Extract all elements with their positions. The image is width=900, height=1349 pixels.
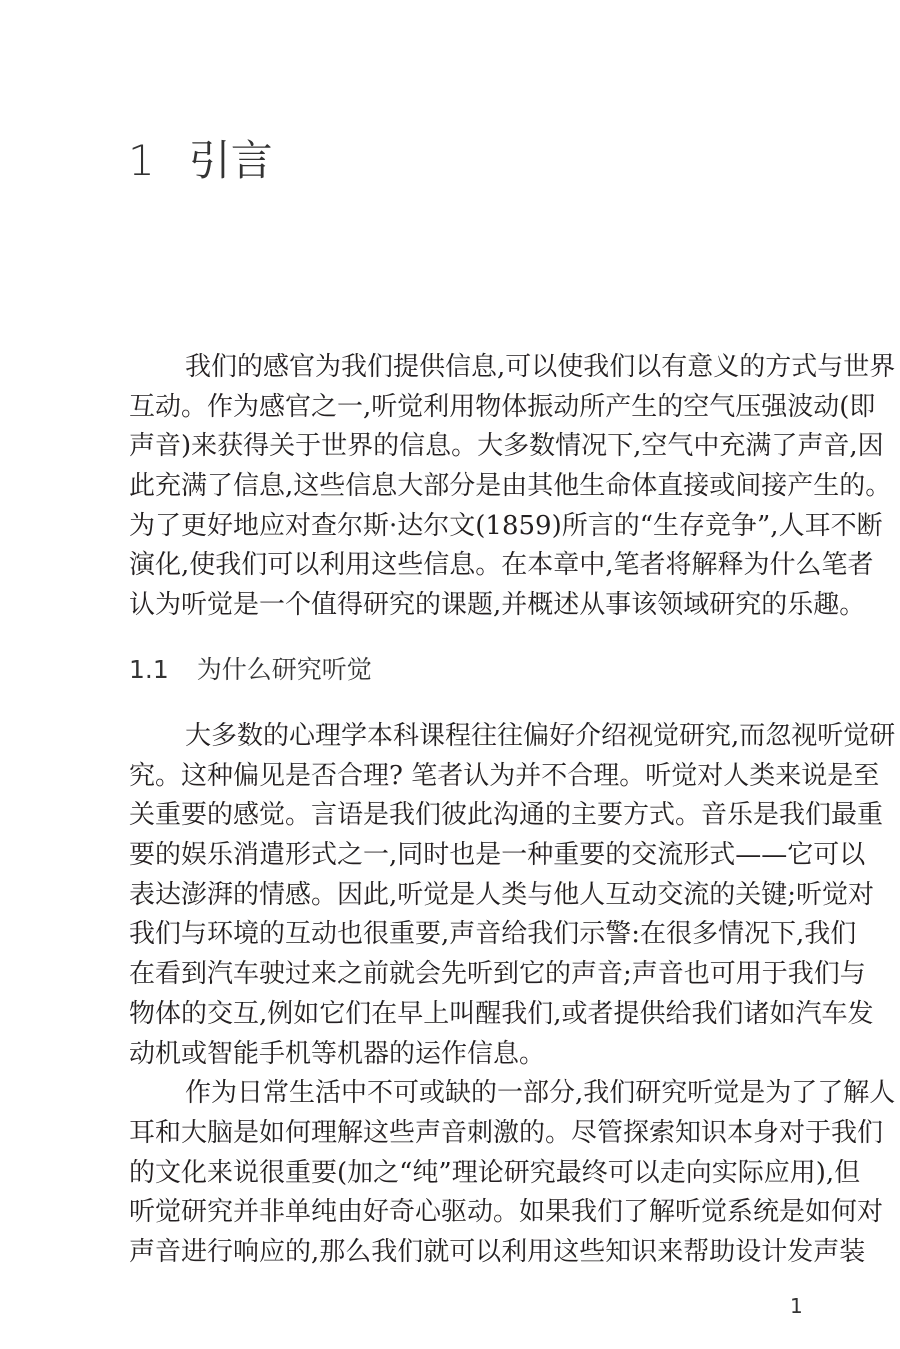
section-heading <box>129 650 372 686</box>
page-number: 1 <box>790 1294 803 1318</box>
text-line: 要的娱乐消遣形式之一,同时也是一种重要的交流形式——它可以 <box>129 840 866 871</box>
text-line: 作为日常生活中不可或缺的一部分,我们研究听觉是为了了解人 <box>185 1078 896 1109</box>
section-number: 1.1 <box>129 655 169 684</box>
text-line: 我们的感官为我们提供信息,可以使我们以有意义的方式与世界 <box>185 352 896 382</box>
chapter-number: 1 <box>128 136 155 185</box>
text-line: 声音)来获得关于世界的信息。大多数情况下,空气中充满了声音,因 <box>129 431 884 462</box>
section-paragraph-1 <box>129 717 896 1273</box>
text-line: 声音进行响应的,那么我们就可以利用这些知识来帮助设计发声装 <box>129 1236 866 1267</box>
text-line: 表达澎湃的情感。因此,听觉是人类与他人互动交流的关键;听觉对 <box>129 879 875 910</box>
text-line: 在看到汽车驶过来之前就会先听到它的声音;声音也可用于我们与 <box>129 959 866 990</box>
text-line: 关重要的感觉。言语是我们彼此沟通的主要方式。音乐是我们最重 <box>129 800 884 831</box>
text-line: 物体的交互,例如它们在早上叫醒我们,或者提供给我们诸如汽车发 <box>129 998 874 1029</box>
text-line: 动机或智能手机等机器的运作信息。 <box>129 1038 546 1069</box>
text-line: 我们与环境的互动也很重要,声音给我们示警:在很多情况下,我们 <box>129 919 857 950</box>
text-line: 耳和大脑是如何理解这些声音刺激的。尽管探索知识本身对于我们 <box>129 1117 884 1148</box>
text-line: 听觉研究并非单纯由好奇心驱动。如果我们了解听觉系统是如何对 <box>129 1197 884 1228</box>
text-line: 互动。作为感官之一,听觉利用物体振动所产生的空气压强波动(即 <box>129 391 876 422</box>
text-line: 演化,使我们可以利用这些信息。在本章中,笔者将解释为什么笔者 <box>129 550 874 581</box>
text-line: 大多数的心理学本科课程往往偏好介绍视觉研究,而忽视听觉研 <box>185 721 896 751</box>
text-line: 为了更好地应对查尔斯·达尔文(1859)所言的“生存竞争”,人耳不断 <box>129 510 883 541</box>
chapter-title: 引言 <box>188 136 273 185</box>
chapter-heading <box>128 128 273 188</box>
text-line: 认为听觉是一个值得研究的课题,并概述从事该领域研究的乐趣。 <box>129 590 866 621</box>
intro-paragraph <box>129 348 896 626</box>
section-title: 为什么研究听觉 <box>196 655 372 684</box>
text-line: 的文化来说很重要(加之“纯”理论研究最终可以走向实际应用),但 <box>129 1157 861 1188</box>
text-line: 究。这种偏见是否合理? 笔者认为并不合理。听觉对人类来说是至 <box>129 760 880 791</box>
text-line: 此充满了信息,这些信息大部分是由其他生命体直接或间接产生的。 <box>129 471 892 502</box>
